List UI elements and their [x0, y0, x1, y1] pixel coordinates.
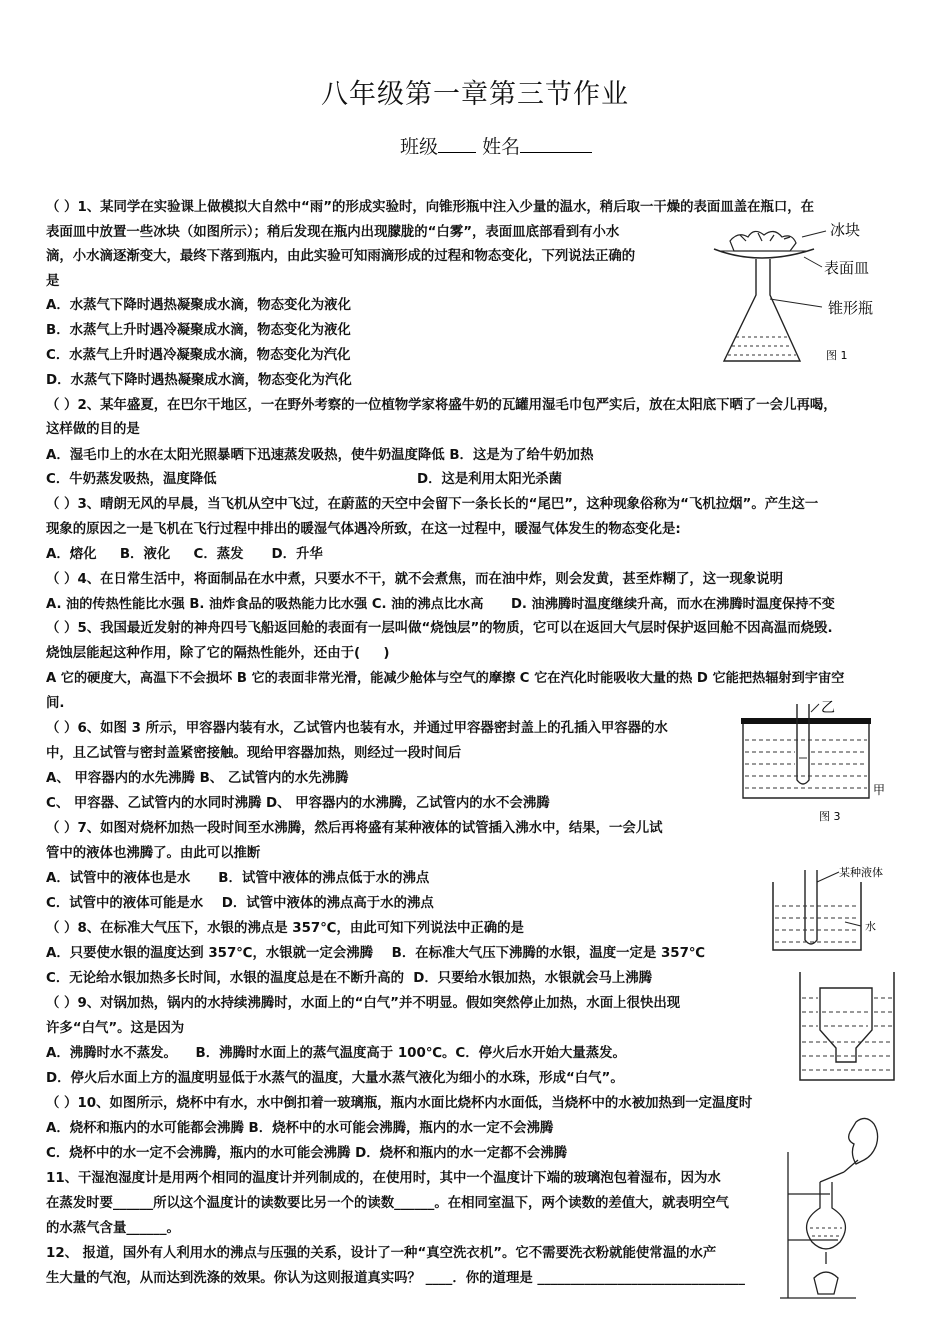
q2-line-1: （ ）2、某年盛夏，在巴尔干地区，一在野外考察的一位植物学家将盛牛奶的瓦罐用湿毛巾包严实后，放在太阳底下晒了一会儿再喝，	[46, 398, 837, 413]
q7-line-2: 管中的液体也沸腾了。由此可以推断	[46, 846, 261, 861]
test-tube-yi	[797, 704, 809, 784]
page-title: 八年级第一章第三节作业	[321, 79, 629, 110]
q3-line-2: 现象的原因之一是飞机在飞行过程中排出的暖湿气体遇冷所致，在这一过程中，暖湿气体发生的物态变化是:	[46, 522, 681, 537]
q1-line-1: （ ）1、某同学在实验课上做模拟大自然中“雨”的形成实验时，向锥形瓶中注入少量的温水，稍后取一干燥的表面皿盖在瓶口，在	[46, 200, 815, 215]
label-jia: 甲	[873, 783, 885, 797]
q7-options-cd: C．试管中的液体可能是水 D．试管中液体的沸点高于水的沸点	[46, 896, 434, 911]
q12-line-1: 12、 报道，国外有人利用水的沸点与压强的关系，设计了一种“真空洗衣机”。它不需要洗衣粉就能使常温的水产	[46, 1246, 717, 1261]
q5-options: A 它的硬度大，高温下不会损坏 B 它的表面非常光滑，能减少舱体与空气的摩擦 C 它在汽化时能吸收大量的热 D 它能把热辐射到宇宙空	[46, 671, 845, 686]
q6-options-cd: C、 甲容器、乙试管内的水同时沸腾 D、 甲容器内的水沸腾，乙试管内的水不会沸腾	[46, 796, 550, 811]
name-blank[interactable]	[520, 134, 592, 153]
figure-3-caption: 图 3	[819, 810, 841, 823]
test-tube	[805, 870, 817, 944]
q4-line-1: （ ）4、在日常生活中，将面制品在水中煮，只要水不干，就不会煮焦，而在油中炸，则会发黄，甚至炸糊了，这一现象说明	[46, 572, 784, 587]
label-ice: 冰块	[830, 221, 861, 239]
q2-options-ab: A．湿毛巾上的水在太阳光照暴晒下迅速蒸发吸热，使牛奶温度降低 B．这是为了给牛奶加热	[46, 448, 594, 463]
q6-line-2: 中，且乙试管与密封盖紧密接触。现给甲容器加热，则经过一段时间后	[46, 746, 462, 761]
q1-option-b: B．水蒸气上升时遇冷凝聚成水滴，物态变化为液化	[46, 323, 351, 338]
figure-1-flask	[700, 215, 890, 370]
round-flask	[807, 1182, 846, 1249]
q1-option-a: A．水蒸气下降时遇热凝聚成水滴，物态变化为液化	[46, 298, 351, 313]
q10-line-1: （ ）10、如图所示，烧杯中有水，水中倒扣着一玻璃瓶，瓶内水面比烧杯内水面低，当烧杯中的水被加热到一定温度时	[46, 1096, 753, 1111]
q1-line-3: 滴，小水滴逐渐变大，最终下落到瓶内，由此实验可知雨滴形成的过程和物态变化，下列说法正确的	[46, 249, 636, 264]
class-label: 班级	[400, 136, 439, 158]
q5-line-2: 烧蚀层能起这种作用，除了它的隔热性能外，还由于( )	[46, 646, 390, 661]
figure-flask-stand	[778, 1112, 898, 1312]
q9-line-1: （ ）9、对锅加热，锅内的水持续沸腾时，水面上的“白气”并不明显。假如突然停止加热，水面上很快出现	[46, 996, 681, 1011]
q10-options-cd: C．烧杯中的水一定不会沸腾，瓶内的水可能会沸腾 D．烧杯和瓶内的水一定都不会沸腾	[46, 1146, 568, 1161]
q6-options-ab: A、 甲容器内的水先沸腾 B、 乙试管内的水先沸腾	[46, 771, 349, 786]
figure-beaker-test-tube	[765, 862, 900, 957]
label-dish: 表面皿	[824, 259, 870, 277]
inverted-bottle	[820, 988, 872, 1062]
q5-options-cont: 间.	[46, 696, 65, 711]
container-jia	[743, 724, 869, 798]
label-water: 水	[865, 920, 876, 933]
q3-line-1: （ ）3、晴朗无风的早晨，当飞机从空中飞过，在蔚蓝的天空中会留下一条长长的“尾巴”，这种现象俗称为“飞机拉烟”。产生这一	[46, 497, 819, 512]
q8-options-cd: C．无论给水银加热多长时间，水银的温度总是在不断升高的 D．只要给水银加热，水银就会马上沸腾	[46, 971, 653, 986]
q5-line-1: （ ）5、我国最近发射的神舟四号飞船返回舱的表面有一层叫做“烧蚀层”的物质，它可以在返回大气层时保护返回舱不因高温而烧毁.	[46, 621, 833, 636]
q2-options-cd: C．牛奶蒸发吸热，温度降低 D．这是利用太阳光杀菌	[46, 472, 562, 487]
q1-option-c: C．水蒸气上升时遇冷凝聚成水滴，物态变化为汽化	[46, 348, 351, 363]
name-label: 姓名	[482, 136, 521, 158]
q10-options-ab: A．烧杯和瓶内的水可能都会沸腾 B．烧杯中的水可能会沸腾，瓶内的水一定不会沸腾	[46, 1121, 554, 1136]
q9-option-d: D．停火后水面上方的温度明显低于水蒸气的温度，大量水蒸气液化为细小的水珠，形成“白气”。	[46, 1071, 624, 1086]
q11-line-2: 在蒸发时要______所以这个温度计的读数要比另一个的读数______。在相同室温下，两个读数的差值大，就表明空气	[46, 1196, 729, 1211]
sealed-lid	[741, 718, 871, 724]
q1-line-4: 是	[46, 274, 60, 289]
q6-line-1: （ ）6、如图 3 所示，甲容器内装有水，乙试管内也装有水，并通过甲容器密封盖上的孔插入甲容器的水	[46, 721, 668, 736]
q1-line-2: 表面皿中放置一些冰块（如图所示）；稍后发现在瓶内出现朦胧的“白雾”，表面皿底部看到有小水	[46, 225, 620, 240]
burner	[814, 1272, 838, 1294]
label-yi: 乙	[821, 700, 835, 716]
q3-options: A．熔化 B．液化 C．蒸发 D．升华	[46, 547, 323, 562]
q1-option-d: D．水蒸气下降时遇热凝聚成水滴，物态变化为汽化	[46, 373, 352, 388]
q7-line-1: （ ）7、如图对烧杯加热一段时间至水沸腾，然后再将盛有某种液体的试管插入沸水中，结果，一会儿试	[46, 821, 663, 836]
q7-options-ab: A．试管中的液体也是水 B．试管中液体的沸点低于水的沸点	[46, 871, 430, 886]
q9-line-2: 许多“白气”。这是因为	[46, 1021, 185, 1036]
q4-options: A. 油的传热性能比水强 B. 油炸食品的吸热能力比水强 C. 油的沸点比水高 D. 油沸腾时温度继续升高，而水在沸腾时温度保持不变	[46, 597, 835, 612]
q9-options-abc: A．沸腾时水不蒸发。 B．沸腾时水面上的蒸气温度高于 100℃。C．停火后水开始大量蒸发。	[46, 1046, 626, 1061]
q2-line-2: 这样做的目的是	[46, 422, 140, 437]
hand	[849, 1118, 878, 1164]
q11-line-1: 11、干湿泡湿度计是用两个相同的温度计并列制成的，在使用时，其中一个温度计下端的玻璃泡包着湿布，因为水	[46, 1171, 721, 1186]
figure-1-caption: 图 1	[826, 349, 848, 362]
q8-options-ab: A．只要使水银的温度达到 357℃，水银就一定会沸腾 B．在标准大气压下沸腾的水银，温度一定是 357℃	[46, 946, 706, 961]
evaporating-dish	[714, 249, 814, 258]
q11-line-3: 的水蒸气含量______。	[46, 1221, 180, 1236]
ice-cubes	[730, 231, 796, 251]
figure-3-container	[735, 700, 885, 828]
class-name-line	[400, 132, 592, 159]
q8-line-1: （ ）8、在标准大气压下，水银的沸点是 357℃，由此可知下列说法中正确的是	[46, 921, 524, 936]
q12-line-2: 生大量的气泡，从而达到洗涤的效果。你认为这则报道真实吗？ ____．你的道理是 _______________________________	[46, 1271, 745, 1286]
label-liquid: 某种液体	[839, 866, 883, 879]
figure-inverted-bottle	[790, 958, 902, 1086]
class-blank[interactable]	[438, 134, 476, 153]
label-flask: 锥形瓶	[828, 299, 874, 317]
